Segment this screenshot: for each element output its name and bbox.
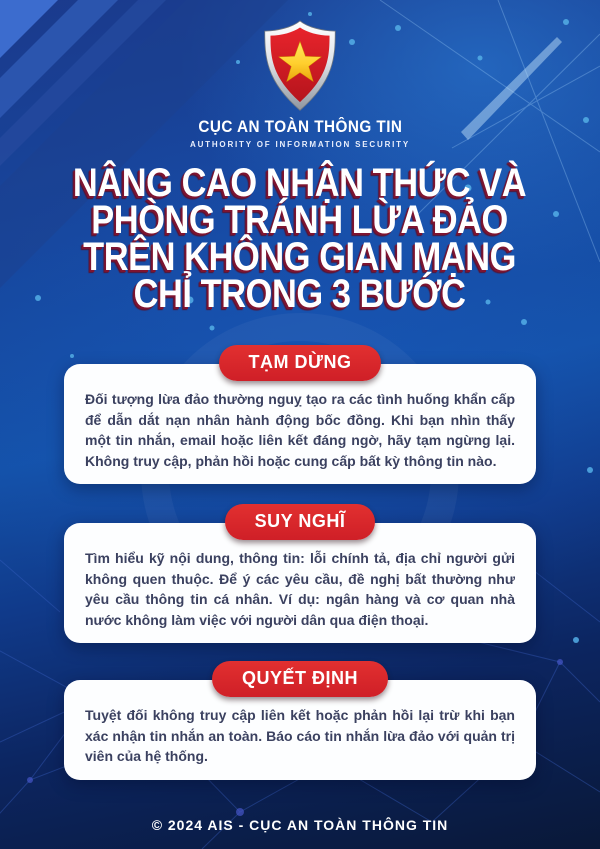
step-decide	[64, 661, 536, 780]
step-decide-badge: QUYẾT ĐỊNH	[212, 661, 388, 697]
shield-logo-icon	[259, 20, 341, 112]
step-decide-card: Tuyệt đối không truy cập liên kết hoặc phản hồi lại trừ khi bạn xác nhận tin nhắn an toàn. Báo cáo tin nhắn lừa đảo với quản trị viên của hệ thống.	[64, 680, 536, 780]
poster-title	[73, 161, 527, 316]
step-pause-badge: TẠM DỪNG	[219, 345, 382, 381]
step-think	[64, 504, 536, 643]
step-pause-card: Đối tượng lừa đảo thường nguỵ tạo ra các tình huống khẩn cấp để dẫn dắt nạn nhân hành động bốc đồng. Khi bạn nhìn thấy một tin nhắn, email hoặc liên kết đáng ngờ, hãy tạm ngừng lại. Không truy cập, phản hồi hoặc cung cấp bất kỳ thông tin nào.	[64, 364, 536, 484]
title-line-4: CHỈ TRONG 3 BƯỚC	[134, 272, 466, 316]
step-think-card: Tìm hiểu kỹ nội dung, thông tin: lỗi chính tả, địa chỉ người gửi không quen thuộc. Để ý các yêu cầu, đề nghị bất thường như yêu cầu thông tin cá nhân. Ví dụ: ngân hàng và cơ quan nhà nước không làm việc với người dân qua điện thoại.	[64, 523, 536, 643]
title-line-3: TRÊN KHÔNG GIAN MẠNG	[83, 235, 517, 279]
footer-copyright: © 2024 AIS - CỤC AN TOÀN THÔNG TIN	[151, 817, 449, 833]
org-name: CỤC AN TOÀN THÔNG TIN	[197, 117, 403, 136]
title-line-1: NÂNG CAO NHẬN THỨC VÀ	[73, 161, 527, 205]
org-name-english: AUTHORITY OF INFORMATION SECURITY	[190, 140, 410, 149]
step-pause	[64, 345, 536, 484]
step-think-badge: SUY NGHĨ	[225, 504, 376, 540]
logo-block	[187, 20, 414, 149]
title-line-2: PHÒNG TRÁNH LỪA ĐẢO	[91, 198, 509, 242]
